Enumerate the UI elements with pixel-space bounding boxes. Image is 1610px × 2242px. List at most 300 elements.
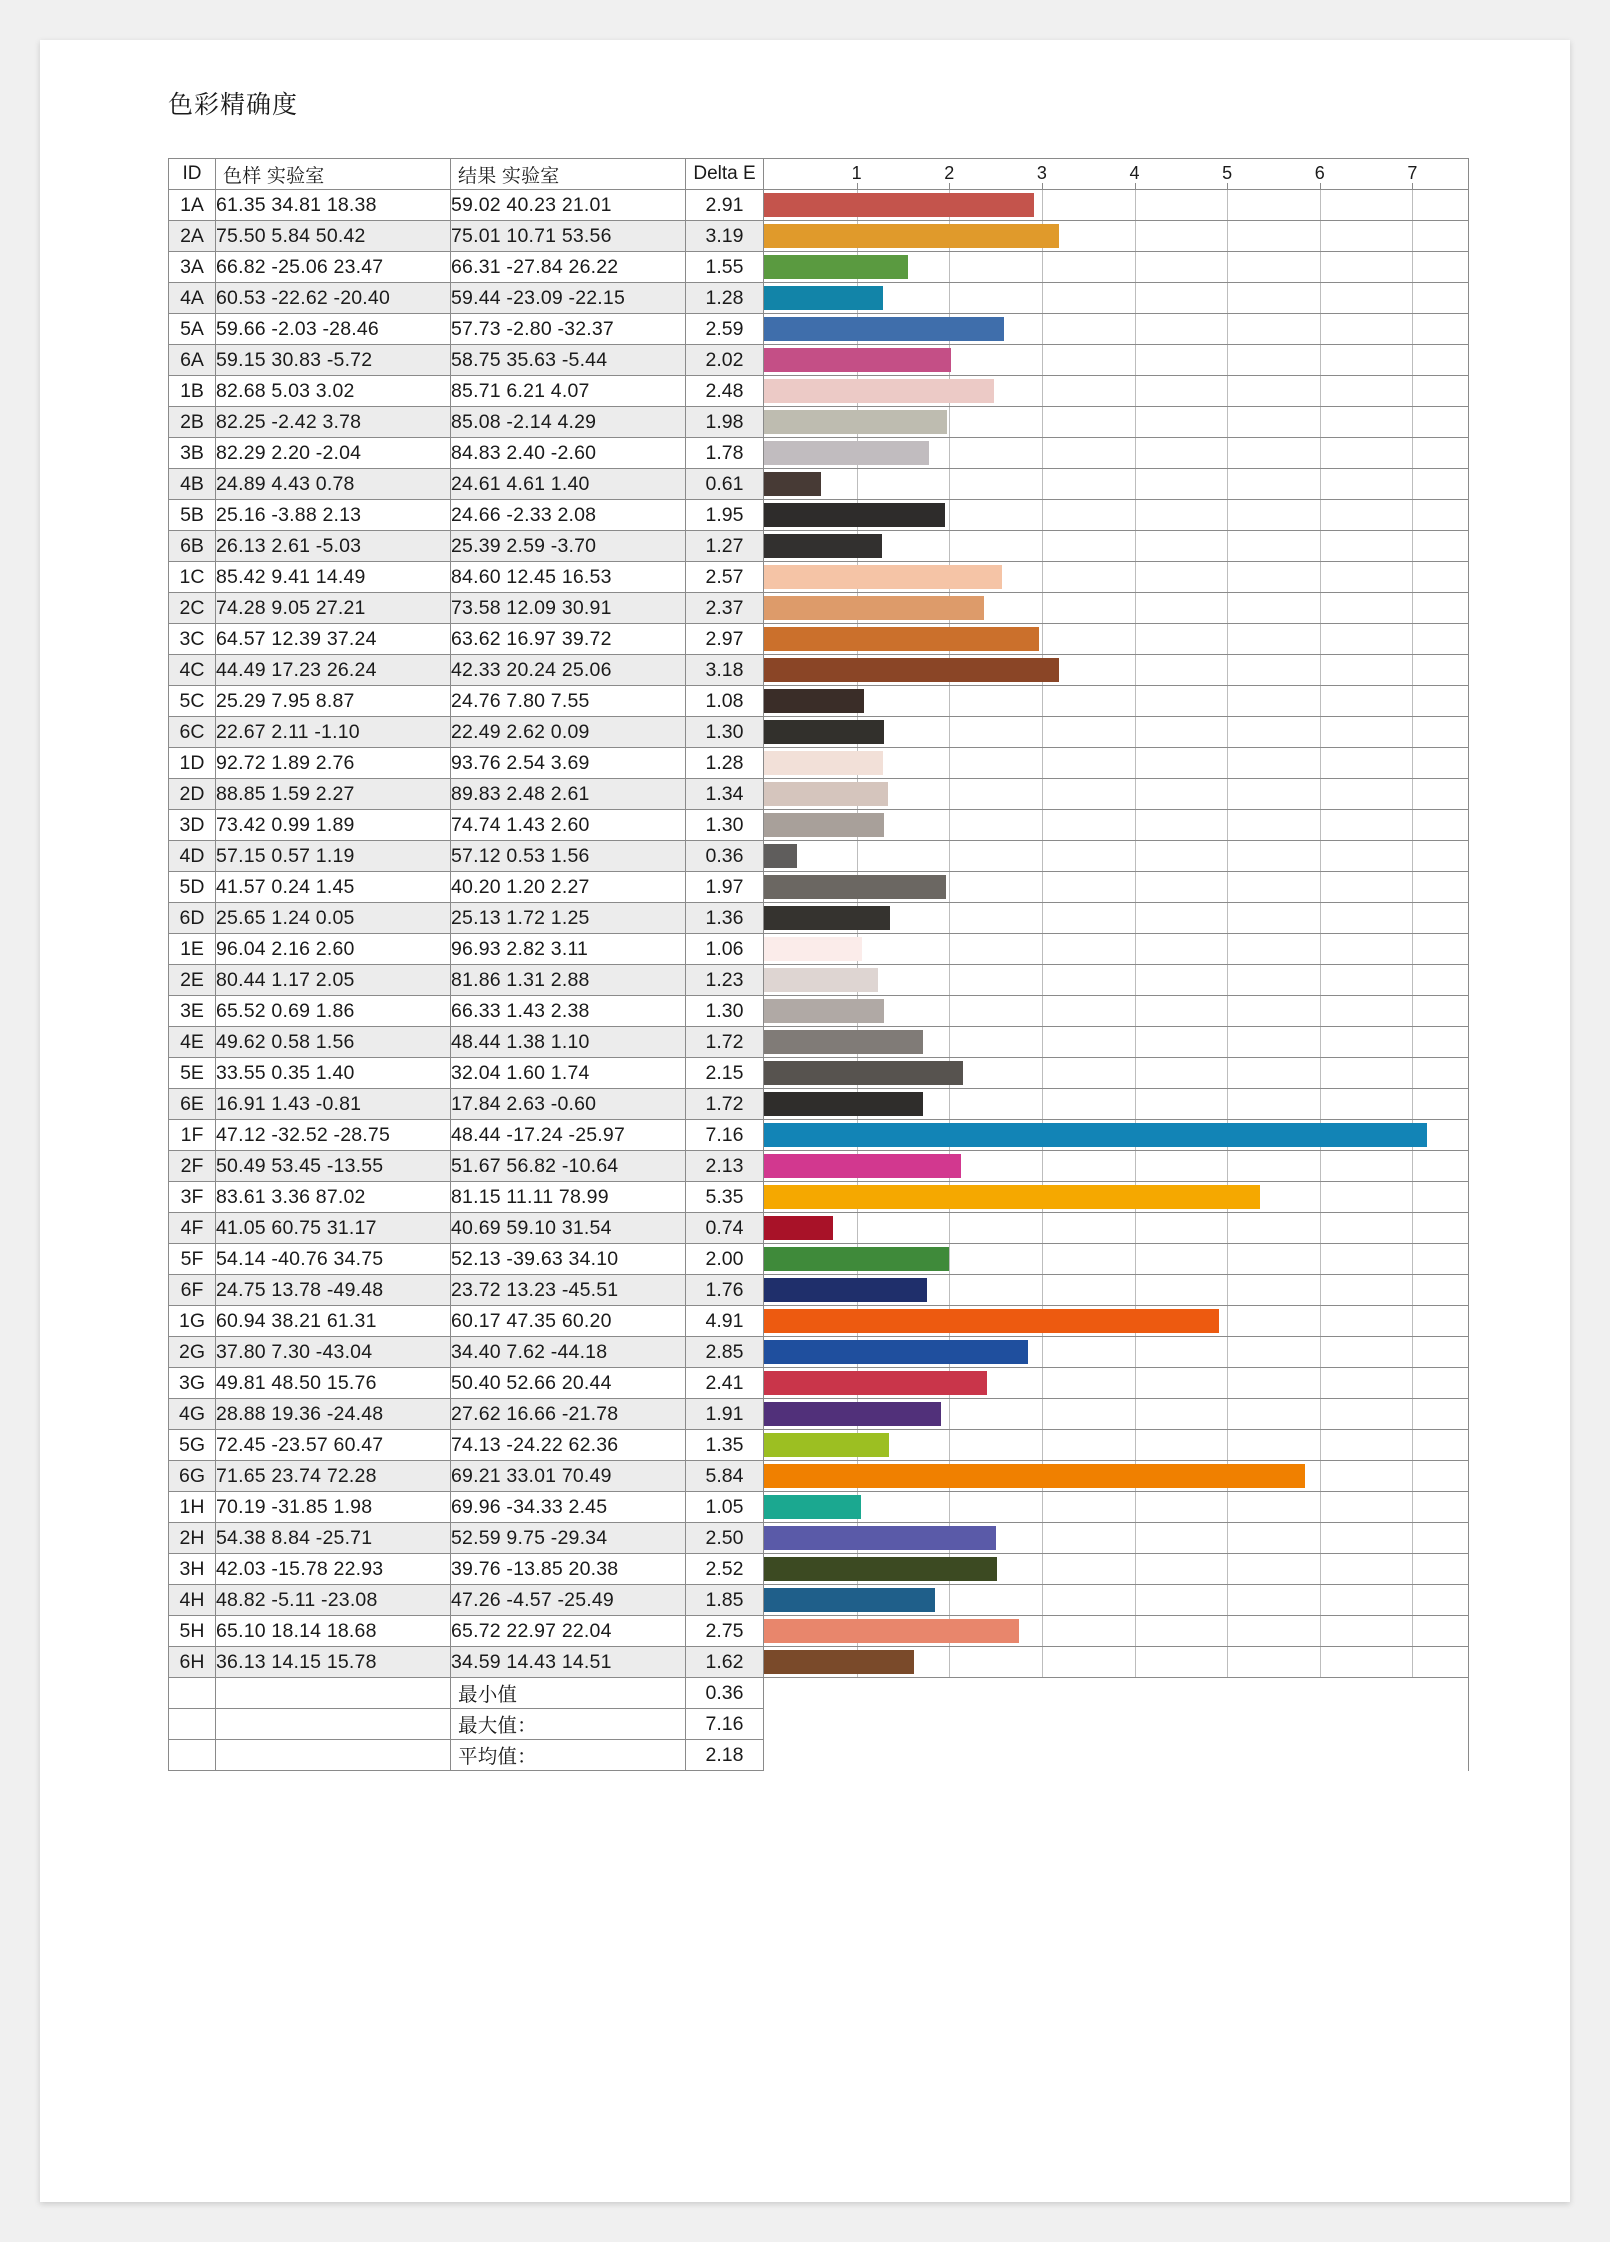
cell-reference-lab: 54.14 -40.76 34.75 [216,1244,451,1275]
cell-bar [764,655,1469,686]
gridline [1320,1058,1321,1088]
cell-bar [764,1337,1469,1368]
cell-result-lab: 22.49 2.62 0.09 [451,717,686,748]
cell-id: 6A [169,345,216,376]
gridline [1042,1213,1043,1243]
gridline [1412,1523,1413,1553]
gridline [1042,841,1043,871]
gridline [1135,1368,1136,1398]
gridline [1412,872,1413,902]
cell-result-lab: 75.01 10.71 53.56 [451,221,686,252]
bar [764,627,1039,651]
gridline [1227,686,1228,716]
gridline [1227,1585,1228,1615]
cell-reference-lab: 28.88 19.36 -24.48 [216,1399,451,1430]
cell-id: 6E [169,1089,216,1120]
plot-area-empty [764,1709,1469,1740]
cell-result-lab: 34.40 7.62 -44.18 [451,1337,686,1368]
gridline [949,407,950,437]
gridline [1135,531,1136,561]
cell-result-lab: 57.12 0.53 1.56 [451,841,686,872]
table-row [169,1399,1469,1430]
gridline [1227,1027,1228,1057]
gridline [1320,1554,1321,1584]
cell-result-lab: 85.71 6.21 4.07 [451,376,686,407]
cell-id: 3C [169,624,216,655]
cell-delta-e: 1.91 [686,1399,764,1430]
table-row [169,531,1469,562]
table-row [169,1430,1469,1461]
cell-id: 6F [169,1275,216,1306]
cell-result-lab: 69.96 -34.33 2.45 [451,1492,686,1523]
gridline [949,996,950,1026]
bar [764,348,951,372]
gridline [1042,407,1043,437]
cell-reference-lab: 42.03 -15.78 22.93 [216,1554,451,1585]
color-accuracy-chart [168,158,1468,1771]
gridline [1412,221,1413,251]
gridline [1135,407,1136,437]
gridline [1320,1492,1321,1522]
gridline [1042,562,1043,592]
axis-tick [1412,183,1413,189]
gridline [1227,221,1228,251]
cell-bar [764,345,1469,376]
gridline [949,1244,950,1274]
axis-tick [949,183,950,189]
table-row [169,1368,1469,1399]
cell-bar [764,314,1469,345]
gridline [1412,1461,1413,1491]
gridline [1135,1027,1136,1057]
gridline [1227,1306,1228,1336]
bar [764,441,929,465]
gridline [1320,190,1321,220]
table-row [169,655,1469,686]
gridline [1042,748,1043,778]
gridline [949,872,950,902]
gridline [1042,965,1043,995]
gridline [1412,407,1413,437]
cell-id: 4G [169,1399,216,1430]
cell-bar [764,1275,1469,1306]
cell-result-lab: 42.33 20.24 25.06 [451,655,686,686]
gridline [1320,1461,1321,1491]
bar [764,813,884,837]
gridline [1042,1585,1043,1615]
cell-bar [764,252,1469,283]
gridline [1412,1554,1413,1584]
gridline [1042,593,1043,623]
gridline [1227,438,1228,468]
gridline [1412,314,1413,344]
gridline [1320,1616,1321,1646]
gridline [949,779,950,809]
gridline [1412,438,1413,468]
bar [764,1371,987,1395]
gridline [1135,748,1136,778]
cell-delta-e: 2.02 [686,345,764,376]
gridline [1320,996,1321,1026]
cell-reference-lab: 82.25 -2.42 3.78 [216,407,451,438]
gridline [1412,965,1413,995]
cell-result-lab: 40.69 59.10 31.54 [451,1213,686,1244]
cell-bar [764,1306,1469,1337]
gridline [1227,252,1228,282]
gridline [949,1647,950,1677]
plot-area-empty [764,1740,1469,1771]
cell-bar [764,1213,1469,1244]
bar [764,968,878,992]
gridline [1135,903,1136,933]
axis-tick-label: 2 [944,163,955,183]
gridline [1412,1244,1413,1274]
cell-bar [764,562,1469,593]
gridline [1042,1492,1043,1522]
table-row [169,252,1469,283]
gridline [1320,1151,1321,1181]
cell-bar [764,996,1469,1027]
cell-result-lab: 59.02 40.23 21.01 [451,190,686,221]
gridline [1135,996,1136,1026]
cell-reference-lab: 47.12 -32.52 -28.75 [216,1120,451,1151]
cell-bar [764,717,1469,748]
cell-result-lab: 66.33 1.43 2.38 [451,996,686,1027]
gridline [1042,686,1043,716]
cell-reference-lab: 50.49 53.45 -13.55 [216,1151,451,1182]
table-row [169,779,1469,810]
bar [764,782,888,806]
cell-reference-lab: 49.81 48.50 15.76 [216,1368,451,1399]
bar [764,1278,927,1302]
axis-tick [1227,183,1228,189]
bar [764,1433,889,1457]
gridline [1412,655,1413,685]
cell-delta-e: 2.13 [686,1151,764,1182]
table-row [169,717,1469,748]
gridline [1412,934,1413,964]
gridline [1042,531,1043,561]
cell-result-lab: 52.13 -39.63 34.10 [451,1244,686,1275]
cell-reference-lab: 74.28 9.05 27.21 [216,593,451,624]
cell-id: 5B [169,500,216,531]
bar [764,1557,997,1581]
gridline [1227,376,1228,406]
table-row [169,841,1469,872]
bar [764,286,883,310]
axis-tick [1320,183,1321,189]
gridline [1135,810,1136,840]
table-row [169,1182,1469,1213]
cell-reference-lab: 59.15 30.83 -5.72 [216,345,451,376]
cell-id: 4H [169,1585,216,1616]
cell-result-lab: 39.76 -13.85 20.38 [451,1554,686,1585]
table-row [169,903,1469,934]
gridline [857,1213,858,1243]
summary-value-min: 0.36 [686,1678,764,1709]
bar [764,1495,861,1519]
cell-delta-e: 2.85 [686,1337,764,1368]
gridline [1227,1368,1228,1398]
cell-reference-lab: 57.15 0.57 1.19 [216,841,451,872]
gridline [857,469,858,499]
gridline [1042,1647,1043,1677]
cell-result-lab: 32.04 1.60 1.74 [451,1058,686,1089]
gridline [1227,469,1228,499]
gridline [1042,1058,1043,1088]
cell-delta-e: 1.72 [686,1027,764,1058]
cell-result-lab: 89.83 2.48 2.61 [451,779,686,810]
gridline [1412,1337,1413,1367]
cell-delta-e: 1.95 [686,500,764,531]
header-result: 结果 实验室 [451,159,686,190]
gridline [1227,934,1228,964]
cell-id: 2D [169,779,216,810]
gridline [1320,872,1321,902]
cell-bar [764,748,1469,779]
gridline [1227,1492,1228,1522]
axis-tick-label: 5 [1222,163,1233,183]
table-row [169,686,1469,717]
cell-result-lab: 74.13 -24.22 62.36 [451,1430,686,1461]
cell-reference-lab: 24.75 13.78 -49.48 [216,1275,451,1306]
gridline [1320,624,1321,654]
bar [764,596,984,620]
gridline [1227,1151,1228,1181]
cell-bar [764,1461,1469,1492]
cell-id: 1C [169,562,216,593]
gridline [1227,1523,1228,1553]
gridline [1412,345,1413,375]
gridline [1135,345,1136,375]
cell-reference-lab: 25.65 1.24 0.05 [216,903,451,934]
cell-delta-e: 1.28 [686,283,764,314]
bar [764,193,1034,217]
cell-reference-lab: 82.68 5.03 3.02 [216,376,451,407]
cell-delta-e: 2.59 [686,314,764,345]
cell-bar [764,810,1469,841]
gridline [1412,903,1413,933]
cell-delta-e: 1.35 [686,1430,764,1461]
cell-result-lab: 52.59 9.75 -29.34 [451,1523,686,1554]
gridline [1412,1430,1413,1460]
cell-delta-e: 1.05 [686,1492,764,1523]
cell-reference-lab: 36.13 14.15 15.78 [216,1647,451,1678]
gridline [1412,1058,1413,1088]
bar [764,317,1004,341]
gridline [1042,1337,1043,1367]
cell-bar [764,376,1469,407]
cell-result-lab: 66.31 -27.84 26.22 [451,252,686,283]
gridline [1135,593,1136,623]
gridline [1412,1585,1413,1615]
cell-delta-e: 1.30 [686,996,764,1027]
summary-value-avg: 2.18 [686,1740,764,1771]
empty-cell [216,1709,451,1740]
cell-result-lab: 51.67 56.82 -10.64 [451,1151,686,1182]
table-row [169,1275,1469,1306]
table-row [169,810,1469,841]
gridline [1042,1368,1043,1398]
gridline [1135,1213,1136,1243]
color-accuracy-table [168,158,1469,1771]
gridline [1320,252,1321,282]
cell-bar [764,841,1469,872]
cell-delta-e: 2.52 [686,1554,764,1585]
bar [764,658,1059,682]
bar [764,534,882,558]
cell-delta-e: 4.91 [686,1306,764,1337]
cell-bar [764,779,1469,810]
cell-id: 3B [169,438,216,469]
gridline [1412,1027,1413,1057]
cell-bar [764,1492,1469,1523]
cell-id: 5A [169,314,216,345]
cell-result-lab: 17.84 2.63 -0.60 [451,1089,686,1120]
cell-reference-lab: 71.65 23.74 72.28 [216,1461,451,1492]
cell-reference-lab: 25.16 -3.88 2.13 [216,500,451,531]
cell-result-lab: 74.74 1.43 2.60 [451,810,686,841]
gridline [1412,252,1413,282]
gridline [949,1492,950,1522]
cell-reference-lab: 59.66 -2.03 -28.46 [216,314,451,345]
gridline [1042,1430,1043,1460]
table-row [169,469,1469,500]
gridline [1227,779,1228,809]
empty-cell [216,1740,451,1771]
cell-delta-e: 1.36 [686,903,764,934]
gridline [1412,1151,1413,1181]
cell-delta-e: 2.48 [686,376,764,407]
gridline [1135,686,1136,716]
cell-result-lab: 50.40 52.66 20.44 [451,1368,686,1399]
gridline [1320,1089,1321,1119]
gridline [949,717,950,747]
bar [764,1464,1305,1488]
cell-delta-e: 2.37 [686,593,764,624]
gridline [1227,872,1228,902]
summary-value-max: 7.16 [686,1709,764,1740]
cell-bar [764,438,1469,469]
gridline [1042,624,1043,654]
gridline [1135,872,1136,902]
cell-bar [764,1399,1469,1430]
header-id: ID [169,159,216,190]
gridline [1227,1337,1228,1367]
cell-delta-e: 1.98 [686,407,764,438]
gridline [1042,314,1043,344]
axis-tick-label: 6 [1314,163,1325,183]
table-row [169,1492,1469,1523]
gridline [1412,531,1413,561]
table-row [169,345,1469,376]
gridline [857,841,858,871]
table-row [169,965,1469,996]
gridline [1320,1430,1321,1460]
bar [764,1526,996,1550]
cell-bar [764,593,1469,624]
cell-id: 3G [169,1368,216,1399]
gridline [1135,1430,1136,1460]
cell-reference-lab: 96.04 2.16 2.60 [216,934,451,965]
cell-result-lab: 25.13 1.72 1.25 [451,903,686,934]
cell-reference-lab: 44.49 17.23 26.24 [216,655,451,686]
cell-result-lab: 65.72 22.97 22.04 [451,1616,686,1647]
gridline [1320,531,1321,561]
gridline [1227,562,1228,592]
gridline [1320,748,1321,778]
cell-delta-e: 2.41 [686,1368,764,1399]
cell-delta-e: 2.57 [686,562,764,593]
table-row [169,872,1469,903]
cell-reference-lab: 82.29 2.20 -2.04 [216,438,451,469]
cell-result-lab: 69.21 33.01 70.49 [451,1461,686,1492]
gridline [1320,934,1321,964]
table-row [169,1213,1469,1244]
gridline [1042,438,1043,468]
cell-result-lab: 59.44 -23.09 -22.15 [451,283,686,314]
cell-result-lab: 24.76 7.80 7.55 [451,686,686,717]
gridline [1135,965,1136,995]
gridline [949,810,950,840]
gridline [1135,1647,1136,1677]
gridline [1135,283,1136,313]
gridline [1227,345,1228,375]
table-row [169,407,1469,438]
gridline [1320,562,1321,592]
gridline [1227,1213,1228,1243]
bar [764,1061,963,1085]
cell-id: 1F [169,1120,216,1151]
gridline [1227,314,1228,344]
gridline [1227,655,1228,685]
bar [764,1340,1028,1364]
gridline [1320,1027,1321,1057]
cell-result-lab: 27.62 16.66 -21.78 [451,1399,686,1430]
gridline [949,1275,950,1305]
gridline [1320,1244,1321,1274]
gridline [949,531,950,561]
cell-delta-e: 1.08 [686,686,764,717]
cell-bar [764,221,1469,252]
cell-bar [764,1585,1469,1616]
table-row [169,314,1469,345]
axis-tick-label: 4 [1129,163,1140,183]
cell-reference-lab: 41.05 60.75 31.17 [216,1213,451,1244]
bar [764,224,1059,248]
gridline [1412,1182,1413,1212]
gridline [1135,1151,1136,1181]
cell-delta-e: 1.30 [686,717,764,748]
gridline [949,965,950,995]
cell-result-lab: 23.72 13.23 -45.51 [451,1275,686,1306]
gridline [1042,1244,1043,1274]
gridline [1042,717,1043,747]
bar [764,1309,1219,1333]
gridline [1042,500,1043,530]
gridline [1320,283,1321,313]
gridline [1320,717,1321,747]
gridline [1042,1554,1043,1584]
gridline [949,252,950,282]
gridline [949,469,950,499]
bar [764,379,994,403]
gridline [1320,1306,1321,1336]
gridline [1042,1089,1043,1119]
cell-reference-lab: 26.13 2.61 -5.03 [216,531,451,562]
axis-tick [1135,183,1136,189]
bar [764,689,864,713]
